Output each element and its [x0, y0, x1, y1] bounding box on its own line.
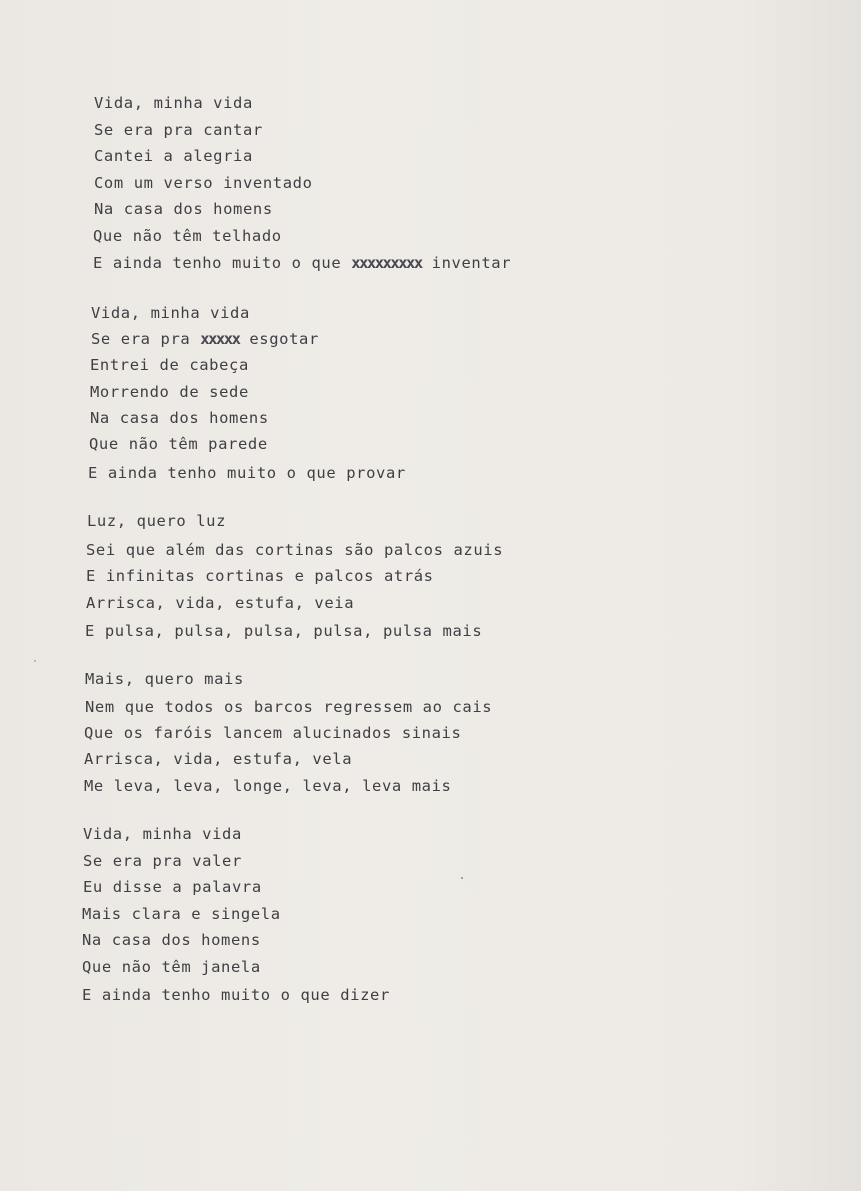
- paper-speck: [34, 660, 36, 662]
- poem-line: Na casa dos homens: [82, 931, 261, 949]
- poem-line: Se era pra cantar: [94, 121, 263, 139]
- poem-line: Que os faróis lancem alucinados sinais: [84, 724, 462, 742]
- poem-line: E ainda tenho muito o que xxxxxxxxx inventar: [93, 254, 512, 272]
- typed-over-text: xxxxx: [200, 330, 240, 348]
- poem-line: Mais, quero mais: [85, 670, 244, 688]
- poem-line: Que não têm parede: [89, 435, 268, 453]
- poem-line: Na casa dos homens: [90, 409, 269, 427]
- poem-line: Se era pra xxxxx esgotar: [91, 330, 319, 348]
- poem-line: Vida, minha vida: [91, 304, 250, 322]
- poem-line: Cantei a alegria: [94, 147, 253, 165]
- typed-over-text: xxxxxxxxx: [351, 254, 422, 272]
- poem-line: Se era pra valer: [83, 852, 242, 870]
- poem-line: Arrisca, vida, estufa, vela: [84, 750, 353, 768]
- paper-speck: [461, 877, 463, 879]
- poem-line: E ainda tenho muito o que dizer: [82, 986, 390, 1004]
- poem-line: Eu disse a palavra: [83, 878, 262, 896]
- poem-line: E infinitas cortinas e palcos atrás: [86, 567, 434, 585]
- poem-line: Morrendo de sede: [90, 383, 249, 401]
- poem-line: Entrei de cabeça: [90, 356, 249, 374]
- poem-line: Na casa dos homens: [94, 200, 273, 218]
- poem-line: Com um verso inventado: [94, 174, 313, 192]
- poem-line: Que não têm telhado: [93, 227, 282, 245]
- poem-line: Vida, minha vida: [94, 94, 253, 112]
- poem-line: Me leva, leva, longe, leva, leva mais: [84, 777, 452, 795]
- poem-line: E pulsa, pulsa, pulsa, pulsa, pulsa mais: [85, 622, 483, 640]
- poem-line: Vida, minha vida: [83, 825, 242, 843]
- poem-line: Que não têm janela: [82, 958, 261, 976]
- poem-line: Sei que além das cortinas são palcos azuis: [86, 541, 504, 559]
- poem-line: Luz, quero luz: [87, 512, 227, 530]
- poem-line: Arrisca, vida, estufa, veia: [86, 594, 355, 612]
- poem-line: E ainda tenho muito o que provar: [88, 464, 406, 482]
- poem-line: Mais clara e singela: [82, 905, 281, 923]
- poem-line: Nem que todos os barcos regressem ao cais: [85, 698, 493, 716]
